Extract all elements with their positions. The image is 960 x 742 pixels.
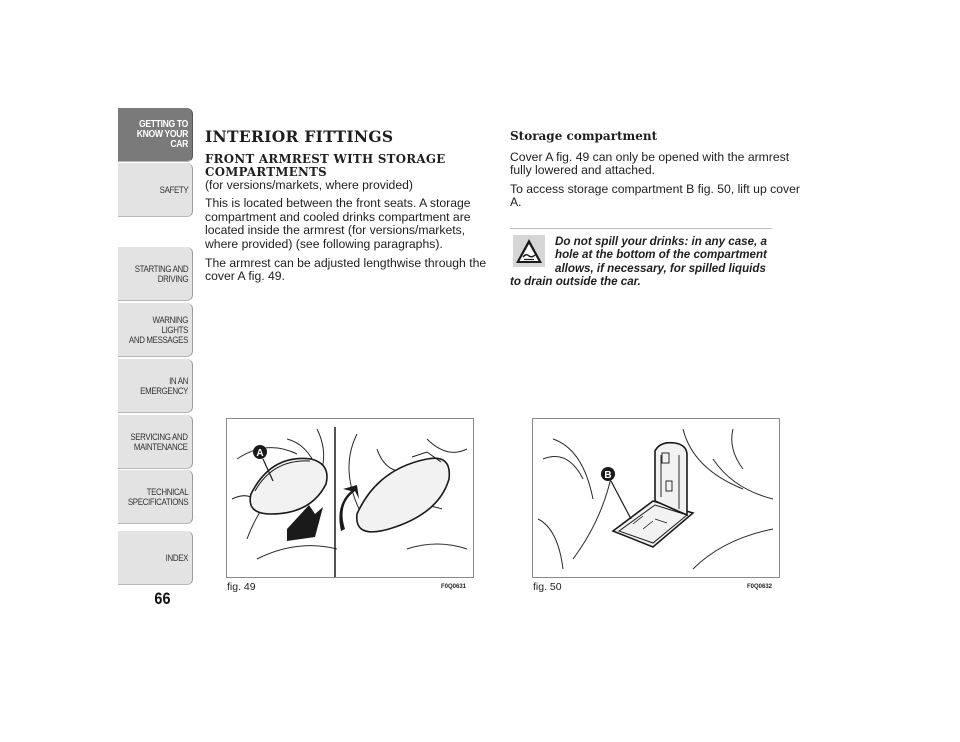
- tab-warning-lights[interactable]: [118, 303, 193, 357]
- warning-divider: [510, 228, 772, 229]
- left-column: [205, 127, 497, 289]
- armrest-illustration: [227, 419, 473, 577]
- tab-label: IN AN EMERGENCY: [140, 375, 188, 396]
- figure-50: [532, 418, 780, 578]
- figure-code: F0Q0632: [747, 584, 773, 590]
- tab-index[interactable]: [118, 531, 193, 585]
- tab-label: GETTING TO KNOW YOUR CAR: [136, 118, 188, 150]
- figure-caption: fig. 50: [533, 581, 562, 593]
- tab-label: TECHNICAL SPECIFICATIONS: [127, 486, 188, 507]
- chapter-tabs: [118, 108, 195, 588]
- right-column: [510, 130, 800, 215]
- warning-text: to drain outside the car.: [510, 275, 641, 289]
- tab-servicing-and-maintenance[interactable]: [118, 415, 193, 469]
- section-subtitle: FRONT ARMREST WITH STORAGE COMPARTMENTS: [205, 151, 446, 179]
- tab-label: SERVICING AND MAINTENANCE: [130, 431, 188, 452]
- figure-code: F0Q0631: [441, 584, 467, 590]
- body-paragraph: The armrest can be adjusted lengthwise through the cover A fig. 49.: [205, 255, 487, 284]
- tab-getting-to-know-your-car[interactable]: [118, 108, 193, 162]
- tab-label: INDEX: [165, 552, 188, 563]
- body-paragraph: Cover A fig. 49 can only be opened with the armrest fully lowered and attached.: [510, 149, 790, 178]
- tab-label: WARNING LIGHTS AND MESSAGES: [128, 314, 188, 345]
- callout-a-label: A: [256, 448, 264, 459]
- tab-starting-and-driving[interactable]: [118, 247, 193, 301]
- tab-technical-specifications[interactable]: [118, 470, 193, 524]
- warning-text: Do not spill your drinks: in any case, a: [555, 235, 767, 248]
- storage-compartment-illustration: [533, 419, 779, 577]
- warning-box: [510, 235, 785, 289]
- availability-note: (for versions/markets, where provided): [205, 177, 413, 192]
- body-paragraph: To access storage compartment B fig. 50, lift up cover A.: [510, 181, 800, 210]
- page-number: 66: [154, 589, 171, 608]
- section-title: INTERIOR FITTINGS: [205, 127, 394, 146]
- tab-label: STARTING AND DRIVING: [134, 263, 188, 284]
- callout-b-label: B: [604, 470, 612, 481]
- warning-text: allows, if necessary, for spilled liquids: [555, 261, 766, 275]
- body-paragraph: This is located between the front seats. A storage compartment and cooled drinks compartment are located inside the armrest (for versions/markets, where provided) (see following paragraphs).: [205, 196, 471, 251]
- figure-caption: fig. 49: [227, 581, 256, 593]
- tab-safety[interactable]: [118, 163, 193, 217]
- subsection-heading: Storage compartment: [510, 129, 658, 143]
- figure-49: [226, 418, 474, 578]
- tab-label: SAFETY: [159, 184, 188, 195]
- tab-in-an-emergency[interactable]: [118, 359, 193, 413]
- warning-text: hole at the bottom of the compartment: [555, 248, 767, 262]
